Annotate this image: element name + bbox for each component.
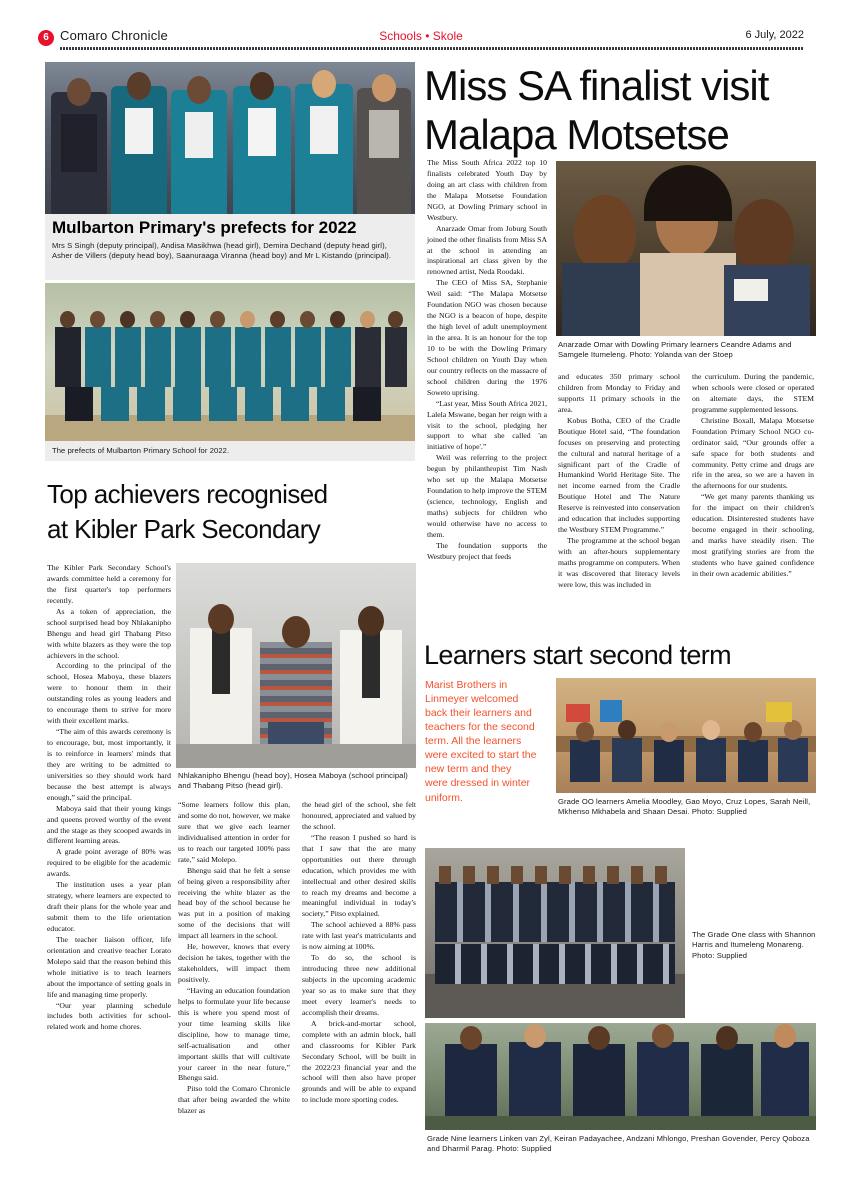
- kibler-col2-p5: Pitso told the Comaro Chronicle that after being awarded the white blazer as: [178, 1084, 290, 1116]
- kibler-col1-p3: According to the principal of the school, Hosea Maboya, these blazers were to honour them in their outstanding roles as young leaders and to encourage them to strive for more with their excellent marks.: [47, 661, 171, 726]
- missa-col1-p2: Anarzade Omar from Joburg South joined the other finalists from Miss SA at the school in attending an inspirational art class given by the renowned artist, Neda Roodaki.: [427, 223, 548, 277]
- mulbarton-prefects-photo: [45, 62, 415, 214]
- learners-gradeoo-caption: Grade OO learners Amelia Moodley, Gao Moyo, Cruz Lopes, Sarah Neill, Mkhenso Mkhabela and Shaan Desai. Photo: Supplied: [558, 797, 811, 817]
- missa-col1-p1: The Miss South Africa 2022 top 10 finalists celebrated Youth Day by doing an art class with children from the Malapa Motsetse Foundation NGO, at Dowling Primary school in Westbury.: [427, 158, 547, 222]
- missa-photo-caption-text: Anarzade Omar with Dowling Primary learners Ceandre Adams and Samgele Itumeleng. Photo: Yolanda van der Stoep: [558, 340, 792, 360]
- kibler-col2-p3: He, however, knows that every decision he takes, together with the stakeholders, will impact them positively.: [178, 942, 290, 984]
- missa-col3-p1: the curriculum. During the pandemic, when schools were closed or operated on alternate days, the STEM programme supplemented lessons.: [692, 372, 814, 414]
- kibler-col1-p8: The teacher liaison officer, life orientation and creative teacher Lorato Molepo said that the reason behind this whole initiative is to teach learners about the importance of setting goals in life and managing time properly.: [47, 934, 171, 999]
- learners-gradenine-photo: [425, 1023, 816, 1130]
- issue-date: 6 July, 2022: [745, 29, 804, 41]
- learners-headline: Learners start second term: [424, 640, 732, 670]
- missa-column-1: [427, 158, 547, 618]
- mulbarton-school-group-photo: [45, 283, 415, 441]
- kibler-col1-p9: “Our year planning schedule includes both activities for school-related work and home chores.: [47, 1000, 171, 1032]
- section-title: Schools • Skole: [379, 29, 463, 43]
- learners-gradeone-caption: The Grade One class with Shannon Harris and Itumeleng Monareng. Photo: Supplied: [692, 930, 816, 960]
- kibler-col3-p2: “The reason I pushed so hard is that I saw that the are many opportunities out there through education, which provides me with intellectual and other desired skills to reach my dreams and become a meaningful individual in today's society,” Pitso explained.: [302, 832, 416, 919]
- kibler-col1-p5: Maboya said that their young kings and queens proved worthy of the event and the stage as they scooped awards in different learning areas.: [47, 803, 171, 846]
- kibler-col3-p5: A brick-and-mortar school, complete with an admin block, hall and classrooms for Kibler Park Secondary School, will be built in the 2022/23 financial year and the school will then also have proper grounds and will be able to expand to include more sporting codes.: [302, 1018, 416, 1105]
- missa-headline-line2: Malapa Motsetse: [424, 111, 729, 158]
- mulbarton-banner-title: Mulbarton Primary's prefects for 2022: [52, 218, 357, 237]
- kibler-headline-line1: Top achievers recognised: [47, 479, 328, 509]
- missa-headline-line1: Miss SA finalist visit: [424, 62, 769, 109]
- missa-col2-p2: Kobus Botha, CEO of the Cradle Boutique Hotel said, “The foundation focuses on preserving and protecting the cultural and natural heritage of a significant part of the Cradle of Humankind World Heritage Site. The net income earned from the Cradle Boutique Hotel and The Nature Reserve is reinvested into conservation and education that includes supporting the Westbury STEM Programme.”: [558, 415, 680, 535]
- kibler-col1-p6: A grade point average of 80% was required to be eligible for the academic awards.: [47, 847, 171, 879]
- kibler-col3-p3: The school achieved a 88% pass rate with last year's matriculants and is now aiming at 100%.: [302, 920, 416, 952]
- page-number-badge: 6: [38, 30, 54, 46]
- kibler-col2-p1: “Some learners follow this plan, and some do not, however, we make sure that we give each learner individualised attention in order for us to reach our targeted 100% pass rate,” said Molepo.: [178, 800, 290, 864]
- missa-column-2: [558, 372, 680, 622]
- kibler-column-3: [302, 800, 416, 1135]
- mulbarton-photo-caption: Mrs S Singh (deputy principal), Andisa Masikhwa (head girl), Demira Dechand (deputy head girl), Asher de Villers (deputy head boy), Saanuraaga Viranna (head boy) and Mr L Kistando (principal).: [52, 241, 392, 261]
- kibler-col3-p4: To do so, the school is introducing three new additional subjects in the upcoming academic year so as to make sure that they meet every learner's needs to accomplish their dreams.: [302, 953, 416, 1017]
- missa-col1-p5: Weil was referring to the project begun by philanthropist Tim Nash who set up the Malapa Motsetse Foundation to help improve the STEM (science, technology, English and maths) subjects for children who would otherwise have no access to them.: [427, 453, 547, 539]
- learners-gradeoo-photo: [556, 678, 816, 793]
- learners-gradeone-photo: [425, 848, 685, 1018]
- kibler-headline-line2: at Kibler Park Secondary: [47, 514, 321, 544]
- missa-photo-caption: [558, 340, 816, 361]
- masthead: [38, 28, 804, 52]
- kibler-prefects-photo: [176, 563, 416, 768]
- kibler-col3-p1: the head girl of the school, she felt honoured, appreciated and valued by the school.: [302, 800, 416, 831]
- kibler-col1-p2: As a token of appreciation, the school surprised head boy Nhlakanipho Bhengu and head girl Thabang Pitso with white blazers as they were the top achievers in the school.: [47, 606, 171, 660]
- kibler-col2-p4: “Having an education foundation helps to formulate your life because this is where you spend most of your time learning skills like discipline, how to manage time, self-actualisation and other important skills that will cultivate your career in the near future,” Bhengu said.: [178, 985, 290, 1083]
- missa-col3-p3: “We get many parents thanking us for the impact on their children's education. Disinterested students have become engaged in their schooling, and marks have steadily risen. The most gratifying stories are from the students who have gained confidence in their own academic abilities.”: [692, 492, 814, 578]
- learners-gradenine-caption: Grade Nine learners Linken van Zyl, Keiran Padayachee, Andzani Mhlongo, Preshan Govender, Percy Qoboza and Dharmil Parag. Photo: Supplied: [427, 1134, 810, 1154]
- kibler-col2-p2: Bhengu said that he felt a sense of being given a responsibility after receiving the white blazer as the head boy of the school because he was put in a position of making some of the decisions that will impact all learners in the school.: [178, 865, 290, 941]
- masthead-divider: [60, 47, 804, 50]
- missa-col1-p4: “Last year, Miss South Africa 2021, Lalela Mswane, began her reign with a visit to the school, pledging her support to what she called 'an initiative of hope'.”: [427, 398, 547, 452]
- kibler-col1-p1: The Kibler Park Secondary School's awards committee held a ceremony for the first quarter's top performers recently.: [47, 563, 171, 605]
- missa-col3-p2: Christine Boxall, Malapa Motsetse Foundation Primary School NGO co-ordinator said, “Our grounds offer a safe space for both students and community. Petty crime and drugs are rife in the area, so we are a haven in the afternoons for our students.: [692, 415, 814, 491]
- missa-column-3: [692, 372, 814, 622]
- kibler-column-1: [47, 563, 171, 1133]
- missa-col2-p1: and educates 350 primary school children from Monday to Friday and supports 11 primary schools in the area.: [558, 372, 680, 414]
- missa-col1-p6: The foundation supports the Westbury project that feeds: [427, 540, 547, 561]
- learners-standfirst: Marist Brothers in Linmeyer welcomed back their learners and teachers for the second term. All the learners were excited to start the new term and they were dressed in winter uniform.: [425, 679, 537, 804]
- kibler-column-2: [178, 800, 290, 1135]
- kibler-col1-p7: The institution uses a year plan strategy, where learners are expected to draft their plans for the whole year and submit them to the life orientation educator.: [47, 880, 171, 933]
- missa-col1-p3: The CEO of Miss SA, Stephanie Weil said: “The Malapa Motsetse Foundation NGO was chosen because the NGO is a beacon of hope, despite the high level of adult unemployment in the area. It is an honour for the top 10 to be with the Dowling Primary School children on Youth Day when our country reflects on the massacre of school children during the 1976 Soweto uprising.: [427, 278, 547, 397]
- missa-dowling-learners-photo: [556, 161, 816, 336]
- mulbarton-photo2-caption: The prefects of Mulbarton Primary School for 2022.: [52, 446, 230, 455]
- kibler-col1-p4: “The aim of this awards ceremony is to encourage, but, most importantly, it is to reinforce in learners' minds that they are writing to be admitted to universities so they should work hard because the best attempt is always enough,” said the principal.: [47, 727, 171, 802]
- missa-col2-p3: The programme at the school began with an after-hours supplementary maths programme on computers. When it was discovered that literacy levels were low, this was included in: [558, 536, 680, 589]
- kibler-photo-caption: Nhlakanipho Bhengu (head boy), Hosea Maboya (school principal) and Thabang Pitso (head girl).: [178, 771, 408, 791]
- publication-title: Comaro Chronicle: [60, 28, 168, 43]
